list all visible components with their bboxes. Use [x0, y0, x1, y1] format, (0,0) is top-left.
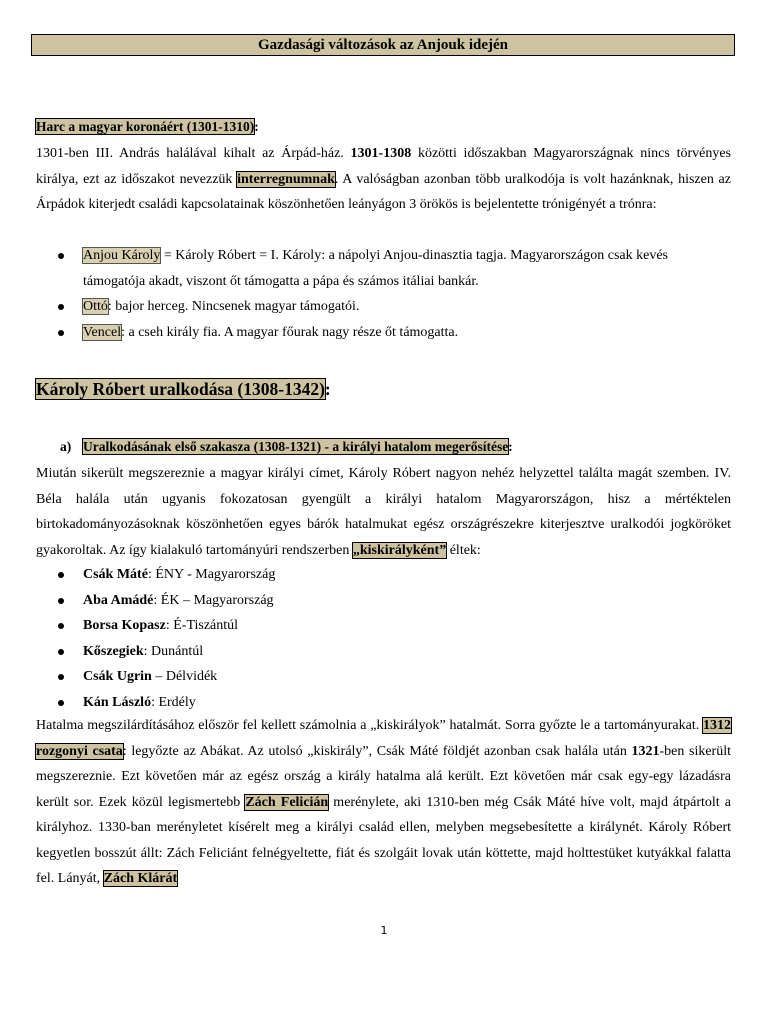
bullet-icon — [58, 572, 64, 578]
bullet-icon — [58, 253, 64, 259]
section-heading-text: Harc a magyar koronáért (1301-1310) — [36, 119, 255, 134]
list-item: Aba Amádé: ÉK – Magyarország — [36, 588, 731, 614]
section-heading-crown-struggle: Harc a magyar koronáért (1301-1310): — [36, 119, 259, 134]
lord-name: Kőszegiek — [83, 643, 144, 659]
bullet-icon — [58, 330, 64, 336]
lord-name: Csák Ugrin — [83, 669, 152, 684]
list-item: Csák Ugrin – Délvidék — [36, 664, 731, 690]
bold-year-1321: 1321 — [631, 743, 660, 759]
lord-name: Borsa Kopasz — [83, 618, 166, 633]
candidate-name: Vencel — [83, 324, 122, 340]
section-heading-text: Károly Róbert uralkodása (1308-1342) — [36, 379, 325, 399]
candidate-name: Ottó — [83, 299, 108, 314]
bold-years: 1301-1308 — [350, 146, 412, 161]
intro-paragraph: 1301-ben III. András halálával kihalt az Árpád-ház. 1301-1308 közötti időszakban Magyarországnak nincs törvényes királya, ezt az időszakot nevezzük interregnumnak. A valóságban azonban több uralkodója is volt hazánknak, hiszen az Árpádok kiterjedt családi kapcsolatainak köszönhetően leányágon 3 örökös is bejelentette trónigényét a trónra: — [36, 146, 731, 212]
subsection-letter: a) — [60, 439, 72, 454]
subsection-heading-first-period: a) Uralkodásának első szakasza (1308-1321) - a királyi hatalom megerősítése: — [60, 437, 513, 457]
list-item: Kán László: Erdély — [36, 690, 731, 716]
highlight-rozgony: 1312 rozgonyi csata — [36, 718, 731, 759]
list-item: Anjou Károly = Károly Róbert = I. Károly: a nápolyi Anjou-dinasztia tagja. Magyarországon csak kevés támogatója akadt, viszont őt támogatta a pápa és számos itáliai bankár. — [36, 243, 731, 294]
list-item: Vencel: a cseh király fia. A magyar főurak nagy része őt támogatta. — [36, 320, 731, 346]
oligarch-list — [36, 562, 731, 715]
bullet-icon — [58, 304, 64, 310]
bullet-icon — [58, 623, 64, 629]
subsection-heading-text: Uralkodásának első szakasza (1308-1321) - a királyi hatalom megerősítése — [83, 439, 509, 454]
list-item: Kőszegiek: Dunántúl — [36, 639, 731, 665]
lord-name: Csák Máté — [83, 567, 148, 582]
lord-name: Kán László — [83, 694, 152, 710]
list-item: Csák Máté: ÉNY - Magyarország — [36, 562, 731, 588]
highlight-zach-klara: Zách Klárát — [103, 871, 178, 886]
highlight-kiskiraly: „kiskirályként” — [352, 542, 447, 558]
highlight-interregnum: interregnumnak — [237, 171, 335, 187]
list-item: Ottó: bajor herceg. Nincsenek magyar támogatói. — [36, 294, 731, 320]
oligarchs-paragraph: Miután sikerült megszereznie a magyar királyi címet, Károly Róbert nagyon nehéz helyzettel találta magát szemben. IV. Béla halála után ugyanis fokozatosan gyengült a királyi hatalom Magyarországon, hisz a mértéktelen birtokadományozásoknak köszönhetően egyes bárók hatalmukat egész országrészekre kiterjesztve uralkodói jogköröket gyakoroltak. Az így kialakuló tartományúri rendszerben „kiskirályként” éltek: — [36, 466, 731, 558]
bullet-icon — [58, 598, 64, 604]
bullet-icon — [58, 649, 64, 655]
section-heading-karoly-robert: Károly Róbert uralkodása (1308-1342): — [36, 379, 331, 399]
highlight-zach-felician: Zách Felicián — [245, 794, 329, 810]
bullet-icon — [58, 674, 64, 680]
lord-name: Aba Amádé — [83, 592, 154, 608]
page-number: 1 — [380, 924, 388, 937]
document-title: Gazdasági változások az Anjouk idején — [31, 34, 735, 56]
consolidation-paragraph: Hatalma megszilárdításához először fel kellett számolnia a „kiskirályok” hatalmát. Sorra győzte le a tartományurakat. 1312 rozgonyi csata: legyőzte az Abákat. Az utolsó „kiskirály”, Csák Máté földjét azonban csak halála után 1321-ben sikerült megszereznie. Ezt követően már az egész ország a király hatalma alá került. Ezt követően már csak egy-egy lázadásra került sor. Ezek közül legismertebb Zách Felicián merénylete, aki 1310-ben még Csák Máté híve volt, majd átpártolt a királyhoz. 1330-ban merényletet kísérelt meg a királyi család ellen, melyben megsebesítette a királynét. Károly Róbert kegyetlen bosszút állt: Zách Feliciánt felnégyeltette, fiát és szolgáit lovak után köttette, majd holttestüket kutyákkal falatta fel. Lányát, Zách Klárát — [36, 718, 731, 886]
bullet-icon — [58, 700, 64, 706]
candidate-list — [36, 243, 731, 345]
list-item: Borsa Kopasz: É-Tiszántúl — [36, 613, 731, 639]
candidate-name: Anjou Károly — [83, 248, 161, 263]
